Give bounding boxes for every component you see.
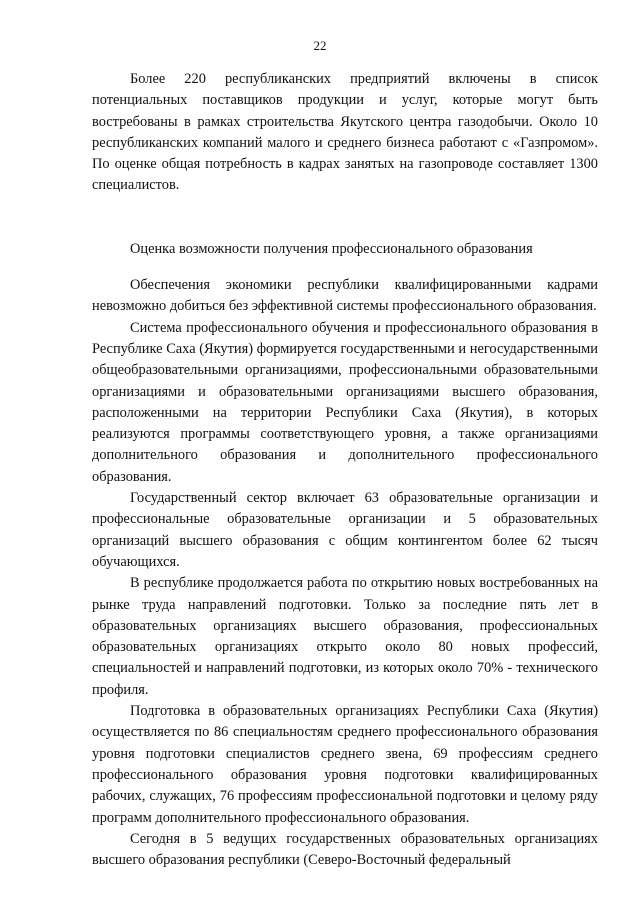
paragraph-economy: Обеспечения экономики республики квалифицированными кадрами невозможно добиться без эффективной системы профессионального образования. [92, 277, 598, 315]
paragraph-suppliers: Более 220 республиканских предприятий включены в список потенциальных поставщиков продукции и услуг, которые могут быть востребованы в рамках строительства Якутского центра газодобычи. Около 10 республиканских компаний малого и среднего бизнеса работают с «Газпромом». По оценке общая потребность в кадрах занятых на газопроводе составляет 1300 специалистов. [92, 71, 598, 194]
section-heading: Оценка возможности получения профессионального образования [130, 240, 533, 257]
paragraph-system: Система профессионального обучения и профессионального образования в Республике Саха (Якутия) формируется государственными и негосударственными общеобразовательными организациями, профессиональными образовательными организациями и образовательными организациями высшего образования, расположенными на территории Республики Саха (Якутия), в которых реализуются программы соответствующего уровня, а также организациями дополнительного образования и дополнительного профессионального образования. [92, 319, 598, 485]
paragraph-training: Подготовка в образовательных организациях Республики Саха (Якутия) осуществляется по 86 специальностям среднего профессионального образования уровня подготовки специалистов среднего звена, 69 профессиям среднего профессионального образования уровня подготовки квалифицированных рабочих, служащих, 76 профессиям профессиональной подготовки и целому ряду программ дополнительного профессионального образования. [92, 703, 598, 826]
document-body [92, 69, 598, 871]
heading-spacer [92, 260, 598, 275]
section-spacer [92, 197, 598, 239]
paragraph-state-sector: Государственный сектор включает 63 образовательные организации и профессиональные образовательные организации и 5 образовательных организаций высшего образования с общим контингентом более 62 тысяч обучающихся. [92, 490, 598, 570]
paragraph-new-programs: В республике продолжается работа по открытию новых востребованных на рынке труда направлений подготовки. Только за последние пять лет в образовательных организациях высшего образования, профессиональных образовательных организациях открыто около 80 новых профессий, специальностей и направлений подготовки, из которых около 70% - технического профиля. [92, 575, 598, 698]
paragraph-universities: Сегодня в 5 ведущих государственных образовательных организациях высшего образования республики (Северо-Восточный федеральный [92, 830, 598, 869]
page-number: 22 [313, 38, 327, 53]
